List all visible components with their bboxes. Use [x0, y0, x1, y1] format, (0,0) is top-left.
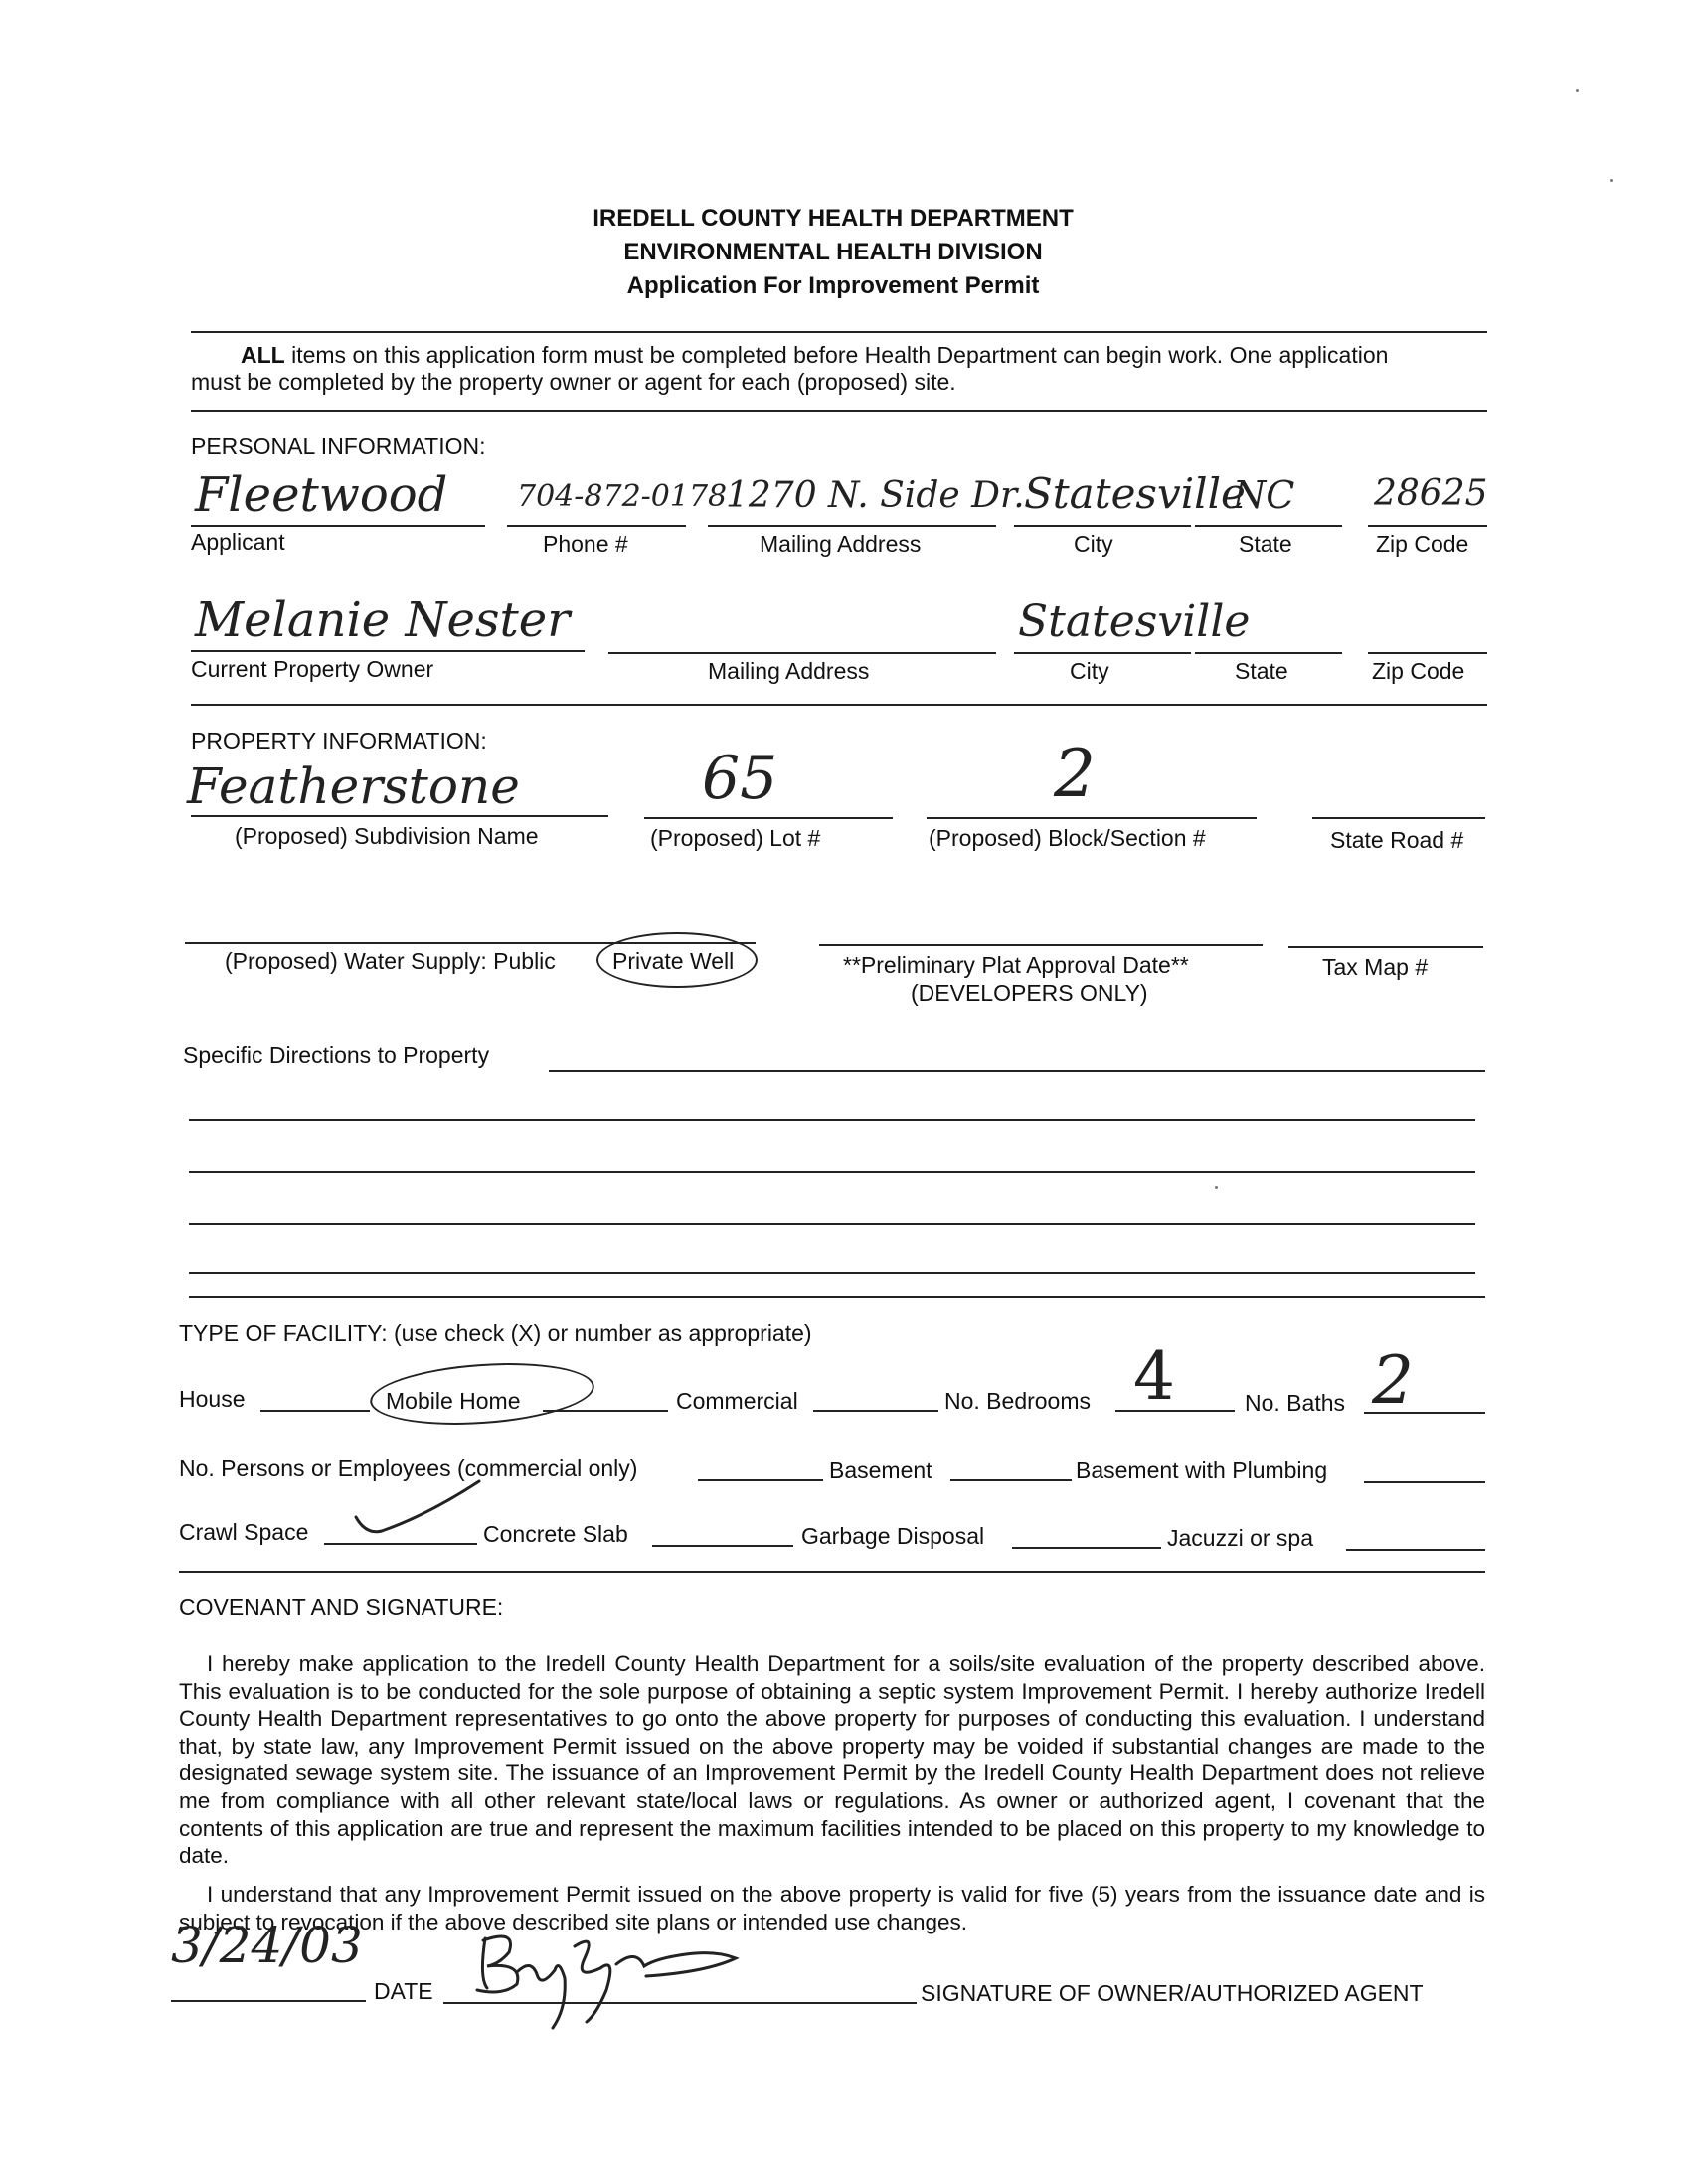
bedrooms-line[interactable]	[1115, 1410, 1235, 1412]
zip-line	[1368, 525, 1487, 527]
directions-line[interactable]	[189, 1119, 1475, 1121]
basement-plumbing-line[interactable]	[1364, 1481, 1485, 1483]
state-line	[1195, 525, 1342, 527]
applicant-value[interactable]: Fleetwood	[195, 467, 448, 523]
divider	[191, 704, 1487, 706]
plat-approval-label: **Preliminary Plat Approval Date**	[843, 952, 1189, 978]
commercial-label: Commercial	[676, 1388, 798, 1414]
concrete-slab-line[interactable]	[652, 1545, 793, 1547]
persons-label: No. Persons or Employees (commercial only)	[179, 1455, 638, 1481]
intro-text	[191, 342, 1489, 396]
state-road-label: State Road #	[1330, 827, 1464, 853]
garbage-disposal-line[interactable]	[1012, 1547, 1161, 1549]
divider	[191, 331, 1487, 333]
lot-value[interactable]: 65	[702, 744, 778, 813]
applicant-label: Applicant	[191, 529, 285, 555]
applicant-line	[191, 525, 485, 527]
state-value[interactable]: NC	[1233, 473, 1295, 517]
date-value[interactable]: 3/24/03	[171, 1917, 363, 1974]
city2-line	[1014, 652, 1191, 654]
house-label: House	[179, 1386, 246, 1412]
bedrooms-value[interactable]: 4	[1133, 1338, 1175, 1415]
phone-line	[507, 525, 686, 527]
personal-info-heading: PERSONAL INFORMATION:	[191, 433, 486, 459]
state2-line	[1195, 652, 1342, 654]
baths-label: No. Baths	[1245, 1390, 1345, 1416]
mailing2-line	[608, 652, 996, 654]
water-supply-label: (Proposed) Water Supply: Public	[225, 948, 556, 974]
scan-speck	[1610, 179, 1613, 182]
basement-label: Basement	[829, 1457, 932, 1483]
mailing2-label: Mailing Address	[708, 658, 870, 684]
property-info-heading: PROPERTY INFORMATION:	[191, 728, 487, 754]
divider	[179, 1571, 1485, 1573]
private-well-label[interactable]: Private Well	[612, 948, 735, 974]
divider	[191, 410, 1487, 412]
taxmap-line	[1288, 946, 1483, 948]
signature-scribble	[447, 1919, 746, 2038]
block-line	[927, 817, 1257, 819]
directions-line[interactable]	[189, 1272, 1475, 1274]
mobile-home-line[interactable]	[543, 1410, 668, 1412]
directions-line[interactable]	[189, 1223, 1475, 1225]
intro-line1: items on this application form must be completed before Health Department can begin work. One application	[284, 342, 1389, 368]
subdivision-label: (Proposed) Subdivision Name	[235, 823, 539, 849]
basement-plumbing-label: Basement with Plumbing	[1076, 1457, 1328, 1483]
zip2-line	[1368, 652, 1487, 654]
crawl-space-label: Crawl Space	[179, 1519, 309, 1545]
signature-label: SIGNATURE OF OWNER/AUTHORIZED AGENT	[921, 1980, 1424, 2006]
city-line	[1014, 525, 1191, 527]
city2-value[interactable]: Statesville	[1018, 596, 1251, 647]
lot-line	[644, 817, 893, 819]
directions-line[interactable]	[189, 1171, 1475, 1173]
state-label: State	[1239, 531, 1292, 557]
intro-bold: ALL	[241, 342, 285, 368]
directions-label: Specific Directions to Property	[183, 1042, 490, 1068]
date-label: DATE	[374, 1978, 433, 2004]
directions-line[interactable]	[549, 1070, 1485, 1072]
commercial-line[interactable]	[813, 1410, 938, 1412]
phone-value[interactable]: 704-872-0178	[517, 479, 728, 514]
plat-line	[819, 944, 1263, 946]
road-line	[1312, 817, 1485, 819]
city-label: City	[1074, 531, 1113, 557]
form-title: Application For Improvement Permit	[626, 272, 1040, 299]
validity-paragraph: I understand that any Improvement Permit issued on the above property is valid for five (5) years from the issuance date and is subject to revocation if the above described site plans or intended use changes.	[179, 1882, 1485, 1934]
divider	[189, 1296, 1485, 1298]
house-line[interactable]	[260, 1410, 370, 1412]
basement-line[interactable]	[950, 1479, 1072, 1481]
zip-value[interactable]: 28625	[1374, 473, 1488, 514]
scan-speck	[1215, 1186, 1218, 1189]
phone-label: Phone #	[543, 531, 628, 557]
zip2-label: Zip Code	[1372, 658, 1465, 684]
date-line[interactable]	[171, 2000, 366, 2002]
mailing-value[interactable]: 1270 N. Side Dr.	[726, 475, 1025, 516]
mailing-line	[708, 525, 996, 527]
bedrooms-label: No. Bedrooms	[944, 1388, 1092, 1414]
crawl-space-checkmark	[348, 1475, 487, 1545]
lot-label: (Proposed) Lot #	[650, 825, 821, 851]
covenant-paragraph: I hereby make application to the Iredell County Health Department for a soils/site evaluation of the property described above. This evaluation is to be conducted for the sole purpose of obtaining a septic system Improvement Permit. I hereby authorize Iredell County Health Department representatives to go onto the above property for purposes of conducting this evaluation. I understand that, by state law, any Improvement Permit issued on the above property may be voided if substantial changes are made to the designated sewage system site. The issuance of an Improvement Permit by the Iredell County Health Department does not relieve me from compliance with all other relevant state/local laws or regulations. As owner or authorized agent, I covenant that the contents of this application are true and represent the maximum facilities intended to be placed on this property to my knowledge to date.	[179, 1651, 1485, 1869]
city2-label: City	[1070, 658, 1109, 684]
mailing-label: Mailing Address	[760, 531, 922, 557]
baths-line[interactable]	[1364, 1412, 1485, 1414]
scan-speck	[1576, 89, 1579, 92]
jacuzzi-label: Jacuzzi or spa	[1167, 1525, 1314, 1551]
intro-line2: must be completed by the property owner or agent for each (proposed) site.	[191, 369, 956, 395]
covenant-heading: COVENANT AND SIGNATURE:	[179, 1595, 504, 1620]
jacuzzi-line[interactable]	[1346, 1549, 1485, 1551]
owner-value[interactable]: Melanie Nester	[195, 592, 571, 648]
subdivision-value[interactable]: Featherstone	[187, 757, 520, 815]
mobile-home-label[interactable]: Mobile Home	[386, 1388, 521, 1414]
block-label: (Proposed) Block/Section #	[929, 825, 1206, 851]
division-title: ENVIRONMENTAL HEALTH DIVISION	[623, 239, 1043, 265]
zip-label: Zip Code	[1376, 531, 1469, 557]
city-value[interactable]: Statesville	[1024, 469, 1246, 518]
persons-line[interactable]	[698, 1479, 823, 1481]
garbage-disposal-label: Garbage Disposal	[801, 1523, 985, 1549]
owner-line	[191, 650, 585, 652]
state2-label: State	[1235, 658, 1288, 684]
owner-label: Current Property Owner	[191, 656, 434, 682]
tax-map-label: Tax Map #	[1322, 954, 1429, 980]
baths-value[interactable]: 2	[1372, 1342, 1414, 1419]
facility-heading: TYPE OF FACILITY: (use check (X) or number as appropriate)	[179, 1320, 812, 1346]
dept-title: IREDELL COUNTY HEALTH DEPARTMENT	[593, 205, 1074, 232]
developers-only-label: (DEVELOPERS ONLY)	[911, 980, 1148, 1006]
concrete-slab-label: Concrete Slab	[483, 1521, 628, 1547]
block-value[interactable]: 2	[1054, 736, 1096, 812]
subdivision-line	[191, 815, 608, 817]
